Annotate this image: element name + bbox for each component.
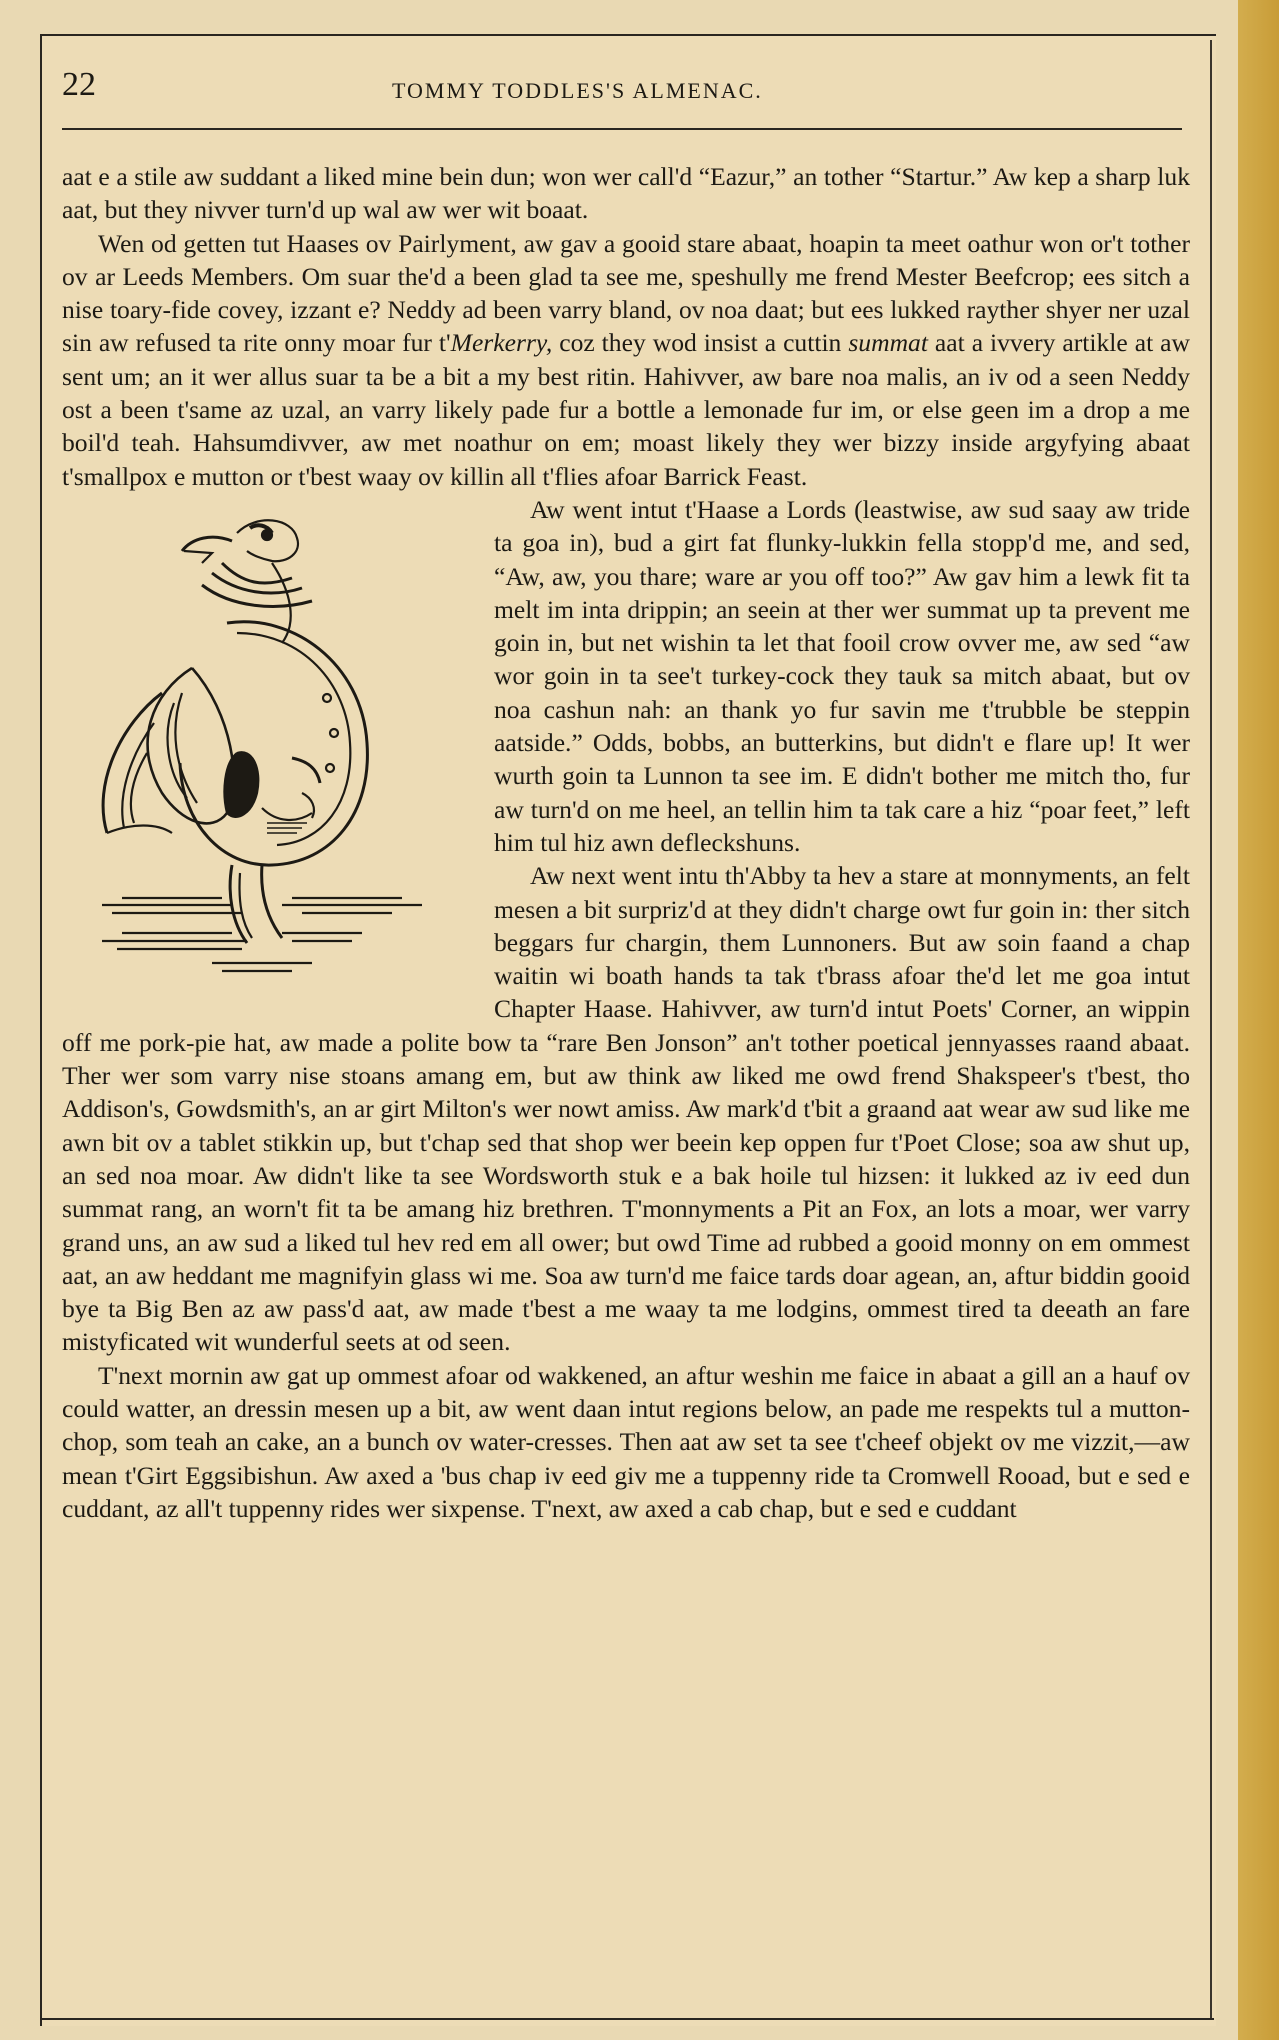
turkey-cock-engraving-icon (62, 493, 482, 993)
page-border-right (1210, 40, 1212, 2018)
page-number: 22 (62, 66, 96, 103)
page-edge-shadow (1238, 0, 1279, 2040)
page-header (62, 66, 1182, 106)
turkey-cock-illustration (62, 493, 482, 993)
page-border-bottom (40, 2018, 1214, 2020)
paragraph-5: T'next mornin aw gat up ommest afoar od wakkened, an aftur weshin me faice in abaat a gill an a hauf ov could watter, an dressin mesen up a bit, aw went daan intut regions below, an pade me respekts tul a mutton-chop, som teah an cake, an a bunch ov water-cresses. Then aat aw set ta see t'cheef objekt ov me vizzit,—aw mean t'Girt Eggsibishun. Aw axed a 'bus chap iv eed giv me a tuppenny ride ta Cromwell Rooad, but e sed e cuddant, az all't tuppenny rides wer sixpense. T'next, aw axed a cab chap, but e sed e cuddant (62, 1360, 1190, 1523)
paragraph-4: Aw next went intu th'Abby ta hev a stare at monnyments, an felt mesen a bit surpriz'd at they didn't charge owt fur goin in: ther sitch beggars fur chargin, them Lunnoners. But aw soin faand a chap waitin wi boath hands ta tak t'brass afoar the'd let me goa intut Chapter Haase. Hahivver, aw turn'd intut Poets' Corner, an wippin off me pork-pie hat, aw made a polite bow ta “rare Ben Jonson” an't tother poetical jennyasses raand abaat. Ther wer som varry nise stoans amang em, but aw think aw liked me owd frend Shakspeer's t'best, tho Addison's, Gowdsmith's, an ar girt Milton's wer nowt amiss. Aw mark'd t'bit a graand aat wear aw sud like me awn bit ov a tablet stikkin up, but t'chap sed that shop wer beein kep oppen fur t'Poet Close; soa aw shut up, an sed noa moar. Aw didn't like ta see Wordsworth stuk e a bak hoile tul hizsen: it lukked az iv eed dun summat rang, an worn't fit ta be amang hiz brethren. T'monnyments a Pit an Fox, an lots a moar, wer varry grand uns, an aw sud a liked tul hev red em all ower; but owd Time ad rubbed a gooid monny on em ommest aat, an aw heddant me magnifyin glass wi me. Soa aw turn'd me faice tards doar agean, an, aftur biddin gooid bye ta Big Ben az aw pass'd aat, aw made t'best a me waay ta me lodgins, ommest tired ta deeath an fare mistyficated wit wunderful seets at od seen. (62, 861, 1190, 1357)
italic-merkerry: Merkerry, (450, 328, 553, 358)
header-rule (62, 128, 1182, 130)
body-text (62, 160, 1190, 1525)
italic-summat: summat (848, 328, 928, 358)
paragraph-2: Wen od getten tut Haases ov Pairlyment, aw gav a gooid stare abaat, hoapin ta meet oathur won or't tother ov ar Leeds Members. Om suar the'd a been glad ta see me, speshully me frend Mester Beefcrop; ees sitch a nise toary-fide covey, izzant e? Neddy ad been varry bland, ov noa daat; but ees lukked rayther shyer ner uzal sin aw refused ta rite onny moar fur t'Merkerry, coz they wod insist a cuttin summat aat a ivvery artikle at aw sent um; an it wer allus suar ta be a bit a my best ritin. Hahivver, aw bare noa malis, an iv od a seen Neddy ost a been t'same az uzal, an varry likely pade fur a bottle a lemonade fur im, or else geen im a drop a me boil'd teah. Hahsumdivver, aw met noathur on em; moast likely they wer bizzy inside argyfying abaat t'smallpox e mutton or t'best waay ov killin all t'flies afoar Barrick Feast. (62, 228, 1190, 491)
running-title: TOMMY TODDLES'S ALMENAC. (392, 78, 763, 103)
paragraph-1: aat e a stile aw suddant a liked mine bein dun; won wer call'd “Eazur,” an tother “Startur.” Aw kep a sharp luk aat, but they nivver turn'd up wal aw wer wit boaat. (62, 162, 1190, 225)
paragraph-3: Aw went intut t'Haase a Lords (leastwise, aw sud saay aw tride ta goa in), bud a girt fat flunky-lukkin fella stopp'd me, and sed, “Aw, aw, you thare; ware ar you off too?” Aw gav him a lewk fit ta melt im inta drippin; an seein at ther wer summat up ta prevent me goin in, but net wishin ta let that fooil crow ovver me, aw sed “aw wor goin in ta see't turkey-cock they tauk sa mitch abaat, but ov noa cashun nah: an thank yo fur savin me t'trubble be steppin aatside.” Odds, bobbs, an butterkins, but didn't e flare up! It wer wurth goin ta Lunnon ta see im. E didn't bother me mitch tho, fur aw turn'd on me heel, an tellin him ta tak care a hiz “poar feet,” left him tul hiz awn defleckshuns. (494, 494, 1190, 857)
